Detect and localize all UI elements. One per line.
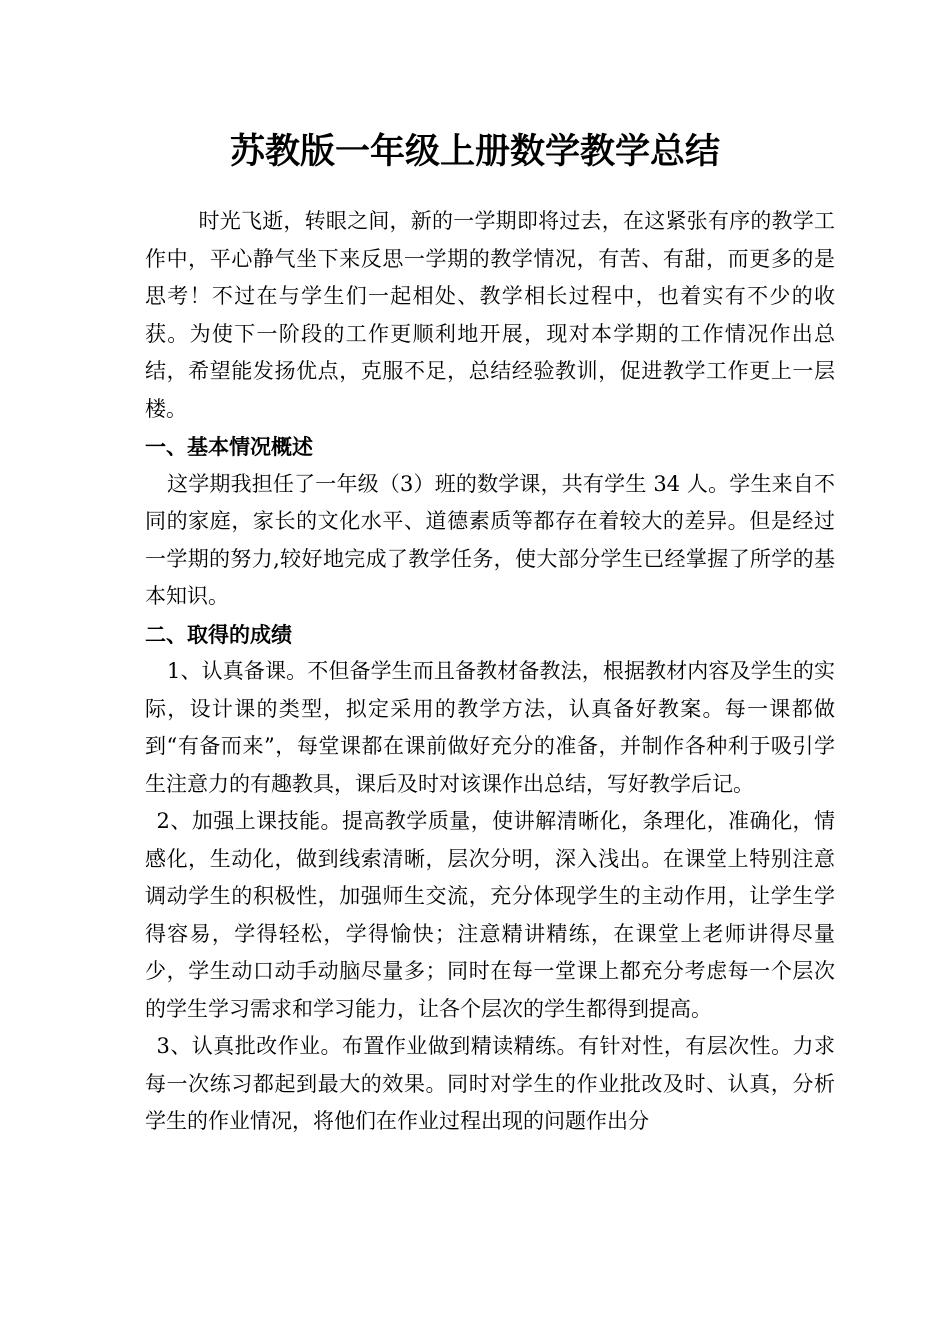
section-1-heading: 一、基本情况概述 <box>145 434 313 459</box>
achievement-item-2: 2、加强上课技能。提高教学质量，使讲解清晰化，条理化，准确化，情感化，生动化，做到线索清晰，层次分明，深入浅出。在课堂上特别注意调动学生的积极性，加强师生交流，充分体现学生的主动作用，让学生学得容易，学得轻松，学得愉快；注意精讲精练，在课堂上老师讲得尽量少，学生动口动手动脑尽量多；同时在每一堂课上都充分考虑每一个层次的学生学习需求和学习能力，让各个层次的学生都得到提高。 <box>145 809 835 1021</box>
achievement-item-1: 1、认真备课。不但备学生而且备教材备教法，根据教材内容及学生的实际，设计课的类型，拟定采用的教学方法，认真备好教案。每一课都做到“有备而来”，每堂课都在课前做好充分的准备，并制作各种利于吸引学生注意力的有趣教具，课后及时对该课作出总结，写好教学后记。 <box>145 659 835 796</box>
section-2-heading: 二、取得的成绩 <box>145 621 292 647</box>
intro-paragraph: 时光飞逝，转眼之间，新的一学期即将过去，在这紧张有序的教学工作中，平心静气坐下来反思一学期的教学情况，有苦、有甜，而更多的是思考！不过在与学生们一起相处、教学相长过程中，也着实有不少的收获。为使下一阶段的工作更顺利地开展，现对本学期的工作情况作出总结，希望能发扬优点，克服不足，总结经验教训，促进教学工作更上一层楼。 <box>145 209 835 421</box>
achievement-item-3: 3、认真批改作业。布置作业做到精读精练。有针对性，有层次性。力求每一次练习都起到最大的效果。同时对学生的作业批改及时、认真，分析学生的作业情况，将他们在作业过程出现的问题作出分 <box>145 1034 835 1133</box>
section-1-paragraph: 这学期我担任了一年级（3）班的数学课，共有学生 34 人。学生来自不同的家庭，家长的文化水平、道德素质等都存在着较大的差异。但是经过一学期的努力,较好地完成了教学任务，使大部分学生已经掌握了所学的基本知识。 <box>145 471 835 608</box>
document-title: 苏教版一年级上册数学教学总结 <box>229 131 720 172</box>
document-body <box>145 203 835 1141</box>
